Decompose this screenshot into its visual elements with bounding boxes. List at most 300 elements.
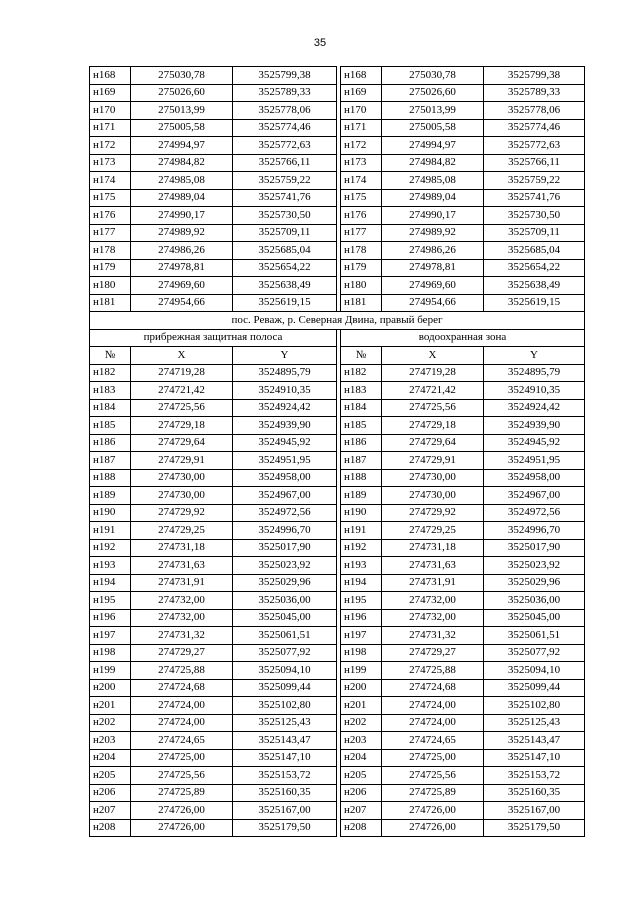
right-coord-y: 3524972,56	[484, 504, 585, 522]
section-header	[90, 312, 585, 365]
right-point-number: н203	[341, 732, 382, 750]
left-coord-y: 3525730,50	[233, 207, 337, 225]
left-coord-y: 3525772,63	[233, 137, 337, 155]
table-row	[90, 802, 585, 820]
table-row	[90, 172, 585, 190]
table-row	[90, 84, 585, 102]
right-point-number: н207	[341, 802, 382, 820]
left-point-number: н169	[90, 84, 131, 102]
left-point-number: н208	[90, 819, 131, 837]
right-coord-y: 3525023,92	[484, 557, 585, 575]
table-row	[90, 259, 585, 277]
right-coord-y: 3525153,72	[484, 767, 585, 785]
table-row	[90, 714, 585, 732]
right-coord-x: 274729,27	[382, 644, 484, 662]
right-coord-y: 3525638,49	[484, 277, 585, 295]
right-coord-x: 274721,42	[382, 382, 484, 400]
left-point-number: н199	[90, 662, 131, 680]
left-coord-y: 3524945,92	[233, 434, 337, 452]
right-coord-y: 3525774,46	[484, 119, 585, 137]
right-point-number: н208	[341, 819, 382, 837]
right-coord-y: 3525685,04	[484, 242, 585, 260]
right-point-number: н189	[341, 487, 382, 505]
table-row	[90, 574, 585, 592]
left-point-number: н203	[90, 732, 131, 750]
table-row	[90, 697, 585, 715]
left-point-number: н207	[90, 802, 131, 820]
right-coord-x: 274726,00	[382, 802, 484, 820]
left-coord-x: 274729,91	[131, 452, 233, 470]
right-coord-x: 274984,82	[382, 154, 484, 172]
right-coord-x: 274730,00	[382, 469, 484, 487]
left-coord-x: 274725,88	[131, 662, 233, 680]
left-coord-y: 3525160,35	[233, 784, 337, 802]
left-coord-y: 3524895,79	[233, 364, 337, 382]
left-coord-x: 274725,00	[131, 749, 233, 767]
right-coord-x: 274724,00	[382, 714, 484, 732]
left-point-number: н198	[90, 644, 131, 662]
page-number: 35	[313, 37, 327, 49]
right-coord-x: 274989,04	[382, 189, 484, 207]
right-coord-x: 274732,00	[382, 609, 484, 627]
left-coord-y: 3525654,22	[233, 259, 337, 277]
right-coord-y: 3525036,00	[484, 592, 585, 610]
right-coord-y: 3525125,43	[484, 714, 585, 732]
table-row	[90, 592, 585, 610]
left-point-number: н179	[90, 259, 131, 277]
right-coord-y: 3525772,63	[484, 137, 585, 155]
right-coord-y: 3525160,35	[484, 784, 585, 802]
left-point-number: н178	[90, 242, 131, 260]
left-point-number: н168	[90, 67, 131, 85]
right-coord-x: 275005,58	[382, 119, 484, 137]
right-point-number: н185	[341, 417, 382, 435]
left-coord-y: 3525153,72	[233, 767, 337, 785]
right-coord-y: 3525017,90	[484, 539, 585, 557]
table-row	[90, 784, 585, 802]
right-coord-y: 3524939,90	[484, 417, 585, 435]
right-coord-y: 3525778,06	[484, 102, 585, 120]
table-row	[90, 767, 585, 785]
left-coord-y: 3525099,44	[233, 679, 337, 697]
left-point-number: н181	[90, 294, 131, 312]
left-point-number: н194	[90, 574, 131, 592]
left-coord-x: 274994,97	[131, 137, 233, 155]
left-coord-x: 274724,65	[131, 732, 233, 750]
left-coord-y: 3525147,10	[233, 749, 337, 767]
table-row	[90, 487, 585, 505]
table-row	[90, 627, 585, 645]
left-point-number: н173	[90, 154, 131, 172]
right-point-number: н180	[341, 277, 382, 295]
left-point-number: н204	[90, 749, 131, 767]
left-coord-x: 275030,78	[131, 67, 233, 85]
right-coord-y: 3525179,50	[484, 819, 585, 837]
left-point-number: н195	[90, 592, 131, 610]
table-row	[90, 539, 585, 557]
right-coord-x: 274724,68	[382, 679, 484, 697]
right-coord-y: 3525167,00	[484, 802, 585, 820]
left-coord-x: 274725,56	[131, 767, 233, 785]
left-coord-y: 3525017,90	[233, 539, 337, 557]
left-coord-y: 3524996,70	[233, 522, 337, 540]
right-coord-y: 3525730,50	[484, 207, 585, 225]
right-coord-y: 3525045,00	[484, 609, 585, 627]
left-coord-y: 3525102,80	[233, 697, 337, 715]
table-row	[90, 469, 585, 487]
left-coord-y: 3525774,46	[233, 119, 337, 137]
left-coord-y: 3525799,38	[233, 67, 337, 85]
table-row	[90, 557, 585, 575]
right-coord-y: 3525061,51	[484, 627, 585, 645]
right-coord-y: 3525143,47	[484, 732, 585, 750]
right-coord-x: 274731,91	[382, 574, 484, 592]
right-coord-y: 3525709,11	[484, 224, 585, 242]
left-coord-y: 3525179,50	[233, 819, 337, 837]
right-coord-y: 3525099,44	[484, 679, 585, 697]
left-coord-x: 274730,00	[131, 487, 233, 505]
table-row	[90, 679, 585, 697]
right-point-number: н201	[341, 697, 382, 715]
table-row	[90, 819, 585, 837]
right-coord-x: 274731,32	[382, 627, 484, 645]
right-coord-x: 274978,81	[382, 259, 484, 277]
right-point-number: н176	[341, 207, 382, 225]
table-row	[90, 154, 585, 172]
right-coord-y: 3525102,80	[484, 697, 585, 715]
left-coord-y: 3525741,76	[233, 189, 337, 207]
left-coord-x: 274989,04	[131, 189, 233, 207]
left-coord-y: 3525077,92	[233, 644, 337, 662]
right-coord-x: 274725,89	[382, 784, 484, 802]
right-point-number: н192	[341, 539, 382, 557]
left-coord-x: 274724,68	[131, 679, 233, 697]
left-coord-y: 3525167,00	[233, 802, 337, 820]
left-coord-y: 3525094,10	[233, 662, 337, 680]
right-point-number: н202	[341, 714, 382, 732]
table-row	[90, 434, 585, 452]
right-header-y: Y	[484, 347, 585, 365]
right-point-number: н194	[341, 574, 382, 592]
left-point-number: н172	[90, 137, 131, 155]
left-coord-x: 274729,27	[131, 644, 233, 662]
right-coord-y: 3525741,76	[484, 189, 585, 207]
right-coord-y: 3525654,22	[484, 259, 585, 277]
right-coord-x: 274730,00	[382, 487, 484, 505]
left-coord-x: 274725,56	[131, 399, 233, 417]
left-point-number: н180	[90, 277, 131, 295]
table-row	[90, 277, 585, 295]
left-coord-y: 3525766,11	[233, 154, 337, 172]
table-row	[90, 452, 585, 470]
right-coord-y: 3524951,95	[484, 452, 585, 470]
right-coord-y: 3525094,10	[484, 662, 585, 680]
left-coord-y: 3525759,22	[233, 172, 337, 190]
left-coord-y: 3525143,47	[233, 732, 337, 750]
left-coord-y: 3525125,43	[233, 714, 337, 732]
right-coord-x: 274729,25	[382, 522, 484, 540]
right-coord-y: 3524910,35	[484, 382, 585, 400]
right-coord-x: 274729,92	[382, 504, 484, 522]
right-point-number: н184	[341, 399, 382, 417]
left-coord-x: 274990,17	[131, 207, 233, 225]
right-coord-x: 274729,64	[382, 434, 484, 452]
left-coord-x: 274729,92	[131, 504, 233, 522]
left-point-number: н186	[90, 434, 131, 452]
right-point-number: н168	[341, 67, 382, 85]
right-point-number: н182	[341, 364, 382, 382]
right-coord-x: 274731,63	[382, 557, 484, 575]
left-coord-y: 3525685,04	[233, 242, 337, 260]
right-point-number: н205	[341, 767, 382, 785]
right-coord-x: 274954,66	[382, 294, 484, 312]
right-coord-x: 274994,97	[382, 137, 484, 155]
left-coord-y: 3525638,49	[233, 277, 337, 295]
right-coord-y: 3524895,79	[484, 364, 585, 382]
left-point-number: н200	[90, 679, 131, 697]
right-point-number: н179	[341, 259, 382, 277]
left-coord-x: 274724,00	[131, 697, 233, 715]
left-coord-y: 3525029,96	[233, 574, 337, 592]
left-point-number: н174	[90, 172, 131, 190]
left-coord-y: 3524967,00	[233, 487, 337, 505]
table-row	[90, 644, 585, 662]
left-point-number: н188	[90, 469, 131, 487]
left-coord-y: 3525789,33	[233, 84, 337, 102]
left-coord-y: 3525778,06	[233, 102, 337, 120]
left-point-number: н192	[90, 539, 131, 557]
right-point-number: н186	[341, 434, 382, 452]
right-point-number: н175	[341, 189, 382, 207]
right-coord-x: 275030,78	[382, 67, 484, 85]
right-point-number: н169	[341, 84, 382, 102]
left-point-number: н197	[90, 627, 131, 645]
right-coord-y: 3524924,42	[484, 399, 585, 417]
right-coord-x: 275026,60	[382, 84, 484, 102]
right-point-number: н190	[341, 504, 382, 522]
left-point-number: н202	[90, 714, 131, 732]
left-point-number: н175	[90, 189, 131, 207]
right-point-number: н191	[341, 522, 382, 540]
right-point-number: н193	[341, 557, 382, 575]
left-coord-x: 274726,00	[131, 819, 233, 837]
table-row	[90, 119, 585, 137]
left-coord-x: 274724,00	[131, 714, 233, 732]
left-point-number: н176	[90, 207, 131, 225]
right-point-number: н174	[341, 172, 382, 190]
left-point-number: н187	[90, 452, 131, 470]
right-coord-y: 3525759,22	[484, 172, 585, 190]
left-coord-y: 3524939,90	[233, 417, 337, 435]
bottom-rows	[90, 364, 585, 837]
right-coord-x: 274729,18	[382, 417, 484, 435]
left-coord-x: 274729,64	[131, 434, 233, 452]
left-coord-y: 3524972,56	[233, 504, 337, 522]
left-coord-x: 274985,08	[131, 172, 233, 190]
left-coord-y: 3524910,35	[233, 382, 337, 400]
right-coord-x: 274731,18	[382, 539, 484, 557]
left-coord-x: 274732,00	[131, 609, 233, 627]
left-coord-y: 3525061,51	[233, 627, 337, 645]
left-coord-x: 274725,89	[131, 784, 233, 802]
left-coord-x: 274726,00	[131, 802, 233, 820]
right-coord-y: 3525799,38	[484, 67, 585, 85]
right-header-number: №	[341, 347, 382, 365]
section-title: пос. Реваж, р. Северная Двина, правый берег	[90, 312, 585, 330]
right-point-number: н204	[341, 749, 382, 767]
right-point-number: н200	[341, 679, 382, 697]
right-coord-x: 274724,00	[382, 697, 484, 715]
right-coord-x: 274725,00	[382, 749, 484, 767]
right-coord-x: 274986,26	[382, 242, 484, 260]
table-row	[90, 102, 585, 120]
left-point-number: н183	[90, 382, 131, 400]
table-row	[90, 609, 585, 627]
left-coord-x: 274978,81	[131, 259, 233, 277]
table-row	[90, 67, 585, 85]
left-header-x: X	[131, 347, 233, 365]
right-coord-y: 3524958,00	[484, 469, 585, 487]
left-point-number: н193	[90, 557, 131, 575]
left-coord-x: 274732,00	[131, 592, 233, 610]
left-coord-y: 3525619,15	[233, 294, 337, 312]
left-coord-y: 3524924,42	[233, 399, 337, 417]
right-coord-y: 3524996,70	[484, 522, 585, 540]
table-row	[90, 137, 585, 155]
right-header-x: X	[382, 347, 484, 365]
table-row	[90, 732, 585, 750]
left-coord-x: 274730,00	[131, 469, 233, 487]
left-point-number: н205	[90, 767, 131, 785]
left-point-number: н191	[90, 522, 131, 540]
right-coord-y: 3525147,10	[484, 749, 585, 767]
left-coord-y: 3525023,92	[233, 557, 337, 575]
right-point-number: н183	[341, 382, 382, 400]
right-zone-title: водоохранная зона	[341, 329, 585, 347]
left-coord-x: 274729,25	[131, 522, 233, 540]
right-coord-x: 274969,60	[382, 277, 484, 295]
right-coord-x: 274726,00	[382, 819, 484, 837]
table-row	[90, 189, 585, 207]
left-point-number: н185	[90, 417, 131, 435]
right-coord-x: 274732,00	[382, 592, 484, 610]
right-point-number: н181	[341, 294, 382, 312]
left-coord-y: 3524958,00	[233, 469, 337, 487]
left-point-number: н190	[90, 504, 131, 522]
left-point-number: н177	[90, 224, 131, 242]
right-coord-x: 274985,08	[382, 172, 484, 190]
left-point-number: н171	[90, 119, 131, 137]
right-coord-x: 274729,91	[382, 452, 484, 470]
right-point-number: н198	[341, 644, 382, 662]
right-point-number: н188	[341, 469, 382, 487]
right-coord-y: 3524945,92	[484, 434, 585, 452]
left-point-number: н206	[90, 784, 131, 802]
left-coord-x: 274989,92	[131, 224, 233, 242]
right-coord-y: 3525789,33	[484, 84, 585, 102]
table-row	[90, 207, 585, 225]
right-coord-x: 275013,99	[382, 102, 484, 120]
right-point-number: н172	[341, 137, 382, 155]
coordinates-table	[89, 66, 585, 837]
table-row	[90, 399, 585, 417]
right-coord-x: 274719,28	[382, 364, 484, 382]
left-coord-x: 274984,82	[131, 154, 233, 172]
right-coord-x: 274725,56	[382, 767, 484, 785]
table-row	[90, 382, 585, 400]
left-point-number: н196	[90, 609, 131, 627]
left-point-number: н170	[90, 102, 131, 120]
left-point-number: н182	[90, 364, 131, 382]
left-coord-x: 274731,18	[131, 539, 233, 557]
left-coord-x: 275026,60	[131, 84, 233, 102]
left-coord-x: 275005,58	[131, 119, 233, 137]
right-point-number: н177	[341, 224, 382, 242]
right-point-number: н171	[341, 119, 382, 137]
right-point-number: н199	[341, 662, 382, 680]
left-coord-x: 274731,32	[131, 627, 233, 645]
table-row	[90, 364, 585, 382]
left-point-number: н189	[90, 487, 131, 505]
right-point-number: н178	[341, 242, 382, 260]
left-point-number: н184	[90, 399, 131, 417]
left-coord-y: 3525045,00	[233, 609, 337, 627]
right-coord-y: 3525619,15	[484, 294, 585, 312]
left-coord-x: 274719,28	[131, 364, 233, 382]
table-row	[90, 504, 585, 522]
left-coord-x: 274969,60	[131, 277, 233, 295]
right-point-number: н197	[341, 627, 382, 645]
left-coord-y: 3524951,95	[233, 452, 337, 470]
right-coord-y: 3524967,00	[484, 487, 585, 505]
right-point-number: н170	[341, 102, 382, 120]
right-coord-x: 274724,65	[382, 732, 484, 750]
table-row	[90, 224, 585, 242]
table-row	[90, 749, 585, 767]
left-coord-x: 275013,99	[131, 102, 233, 120]
left-coord-x: 274721,42	[131, 382, 233, 400]
right-coord-y: 3525077,92	[484, 644, 585, 662]
left-header-y: Y	[233, 347, 337, 365]
left-coord-x: 274731,91	[131, 574, 233, 592]
left-coord-y: 3525036,00	[233, 592, 337, 610]
right-point-number: н187	[341, 452, 382, 470]
table-row	[90, 522, 585, 540]
top-rows	[90, 67, 585, 312]
left-coord-y: 3525709,11	[233, 224, 337, 242]
right-point-number: н195	[341, 592, 382, 610]
right-coord-y: 3525766,11	[484, 154, 585, 172]
table-row	[90, 417, 585, 435]
left-header-number: №	[90, 347, 131, 365]
right-point-number: н173	[341, 154, 382, 172]
right-coord-x: 274725,88	[382, 662, 484, 680]
right-coord-x: 274989,92	[382, 224, 484, 242]
left-point-number: н201	[90, 697, 131, 715]
right-point-number: н196	[341, 609, 382, 627]
table-row	[90, 294, 585, 312]
left-coord-x: 274954,66	[131, 294, 233, 312]
table-row	[90, 662, 585, 680]
left-zone-title: прибрежная защитная полоса	[90, 329, 337, 347]
left-coord-x: 274729,18	[131, 417, 233, 435]
left-coord-x: 274986,26	[131, 242, 233, 260]
right-coord-x: 274990,17	[382, 207, 484, 225]
left-coord-x: 274731,63	[131, 557, 233, 575]
right-point-number: н206	[341, 784, 382, 802]
right-coord-y: 3525029,96	[484, 574, 585, 592]
table-row	[90, 242, 585, 260]
